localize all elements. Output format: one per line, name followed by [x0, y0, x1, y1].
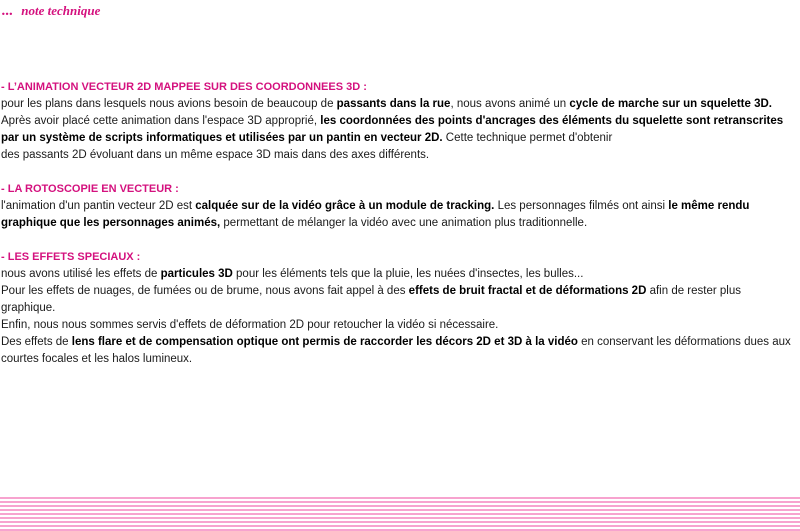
text: en conservant les déformations dues aux courtes focales et les halos lumineux. [1, 336, 791, 365]
section-rotoscopy [1, 181, 797, 232]
text: pour les plans dans lesquels nous avions besoin de beaucoup de [1, 98, 337, 110]
paragraph: Enfin, nous nous sommes servis d'effets de déformation 2D pour retoucher la vidéo si nécessaire. [1, 319, 499, 331]
section-vector-animation [1, 79, 797, 164]
bold-text: particules 3D [160, 268, 233, 280]
bold-text: lens flare et de compensation optique ont permis de raccorder les décors 2D et 3D à la vidéo [71, 336, 578, 348]
section-title: - L’ANIMATION VECTEUR 2D MAPPEE SUR DES COORDONNEES 3D : [1, 81, 367, 93]
section-title: - LES EFFETS SPECIAUX : [1, 251, 141, 263]
text: Après avoir placé cette animation dans l'espace 3D approprié, [1, 115, 321, 127]
bold-text: passants dans la rue [336, 98, 451, 110]
paragraph [1, 96, 797, 113]
paragraph [1, 113, 797, 164]
bold-text: cycle de marche sur un squelette 3D. [569, 98, 772, 110]
text: nous avons utilisé les effets de [1, 268, 161, 280]
header-title: note technique [21, 3, 101, 18]
text: Des effets de [1, 336, 72, 348]
text: , nous avons animé un [450, 98, 570, 110]
paragraph [1, 334, 797, 368]
paragraph [1, 198, 797, 232]
bold-text: calquée sur de la vidéo grâce à un module de tracking. [195, 200, 495, 212]
section-special-effects [1, 249, 797, 368]
text: pour les éléments tels que la pluie, les nuées d'insectes, les bulles... [232, 268, 584, 280]
section-title: - LA ROTOSCOPIE EN VECTEUR : [1, 183, 179, 195]
bold-text: le même rendu graphique que les personnages animés, [1, 200, 750, 229]
decorative-stripes [0, 497, 800, 531]
bold-text: effets de bruit fractal et de déformations 2D [408, 285, 647, 297]
text: Cette technique permet d'obtenir [442, 132, 613, 144]
page-header [2, 0, 100, 22]
text: afin de rester plus graphique. [1, 285, 741, 314]
text: Pour les effets de nuages, de fumées ou de brume, nous avons fait appel à des [1, 285, 409, 297]
text: permettant de mélanger la vidéo avec une animation plus traditionnelle. [220, 217, 588, 229]
paragraph [1, 283, 797, 317]
text: l'animation d'un pantin vecteur 2D est [1, 200, 196, 212]
header-dots: ... [2, 2, 14, 19]
text: des passants 2D évoluant dans un même espace 3D mais dans des axes différents. [1, 149, 430, 161]
paragraph [1, 266, 797, 283]
text: Les personnages filmés ont ainsi [494, 200, 669, 212]
technical-note-body [1, 79, 797, 385]
bold-text: les coordonnées des points d'ancrages des éléments du squelette sont retranscrites par un système de scripts informatiques et utilisées par un pantin en vecteur 2D. [1, 115, 784, 144]
